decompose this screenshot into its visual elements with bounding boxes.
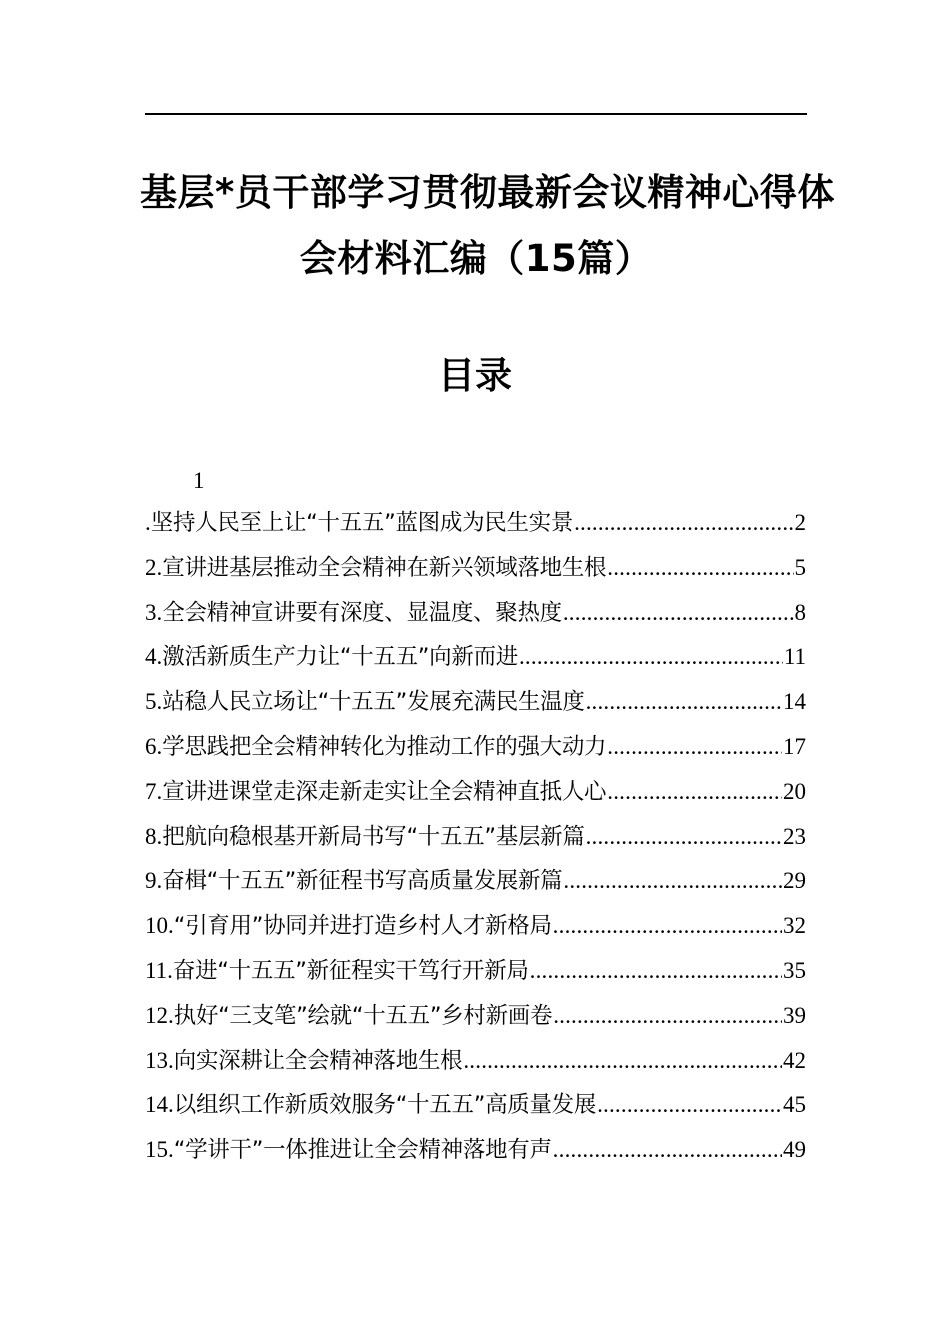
toc-entry-page: 5 [794,554,806,580]
toc-entry-page: 8 [794,599,806,625]
toc-orphan-number: 1 [193,468,205,493]
toc-entry-label: 全会精神宣讲要有深度、显温度、聚热度 [162,599,562,626]
toc-dot-leader [553,913,782,939]
toc-entry-page: 45 [783,1092,806,1118]
toc-dot-leader [607,734,782,760]
toc-entry-number: 10. [145,913,174,939]
toc-entry-number: 7. [145,778,163,804]
toc-entry[interactable] [145,505,806,550]
toc-entry-title [145,505,573,537]
toc-entry-number: 5. [145,689,163,715]
toc-dot-leader [463,1048,782,1074]
toc-entry-title [145,729,606,761]
toc-entry-number: 2. [145,554,163,580]
table-of-contents [145,505,806,1177]
toc-entry-page: 29 [783,868,806,894]
toc-entry-label: 学思践把全会精神转化为推动工作的强大动力 [162,733,607,760]
toc-entry-label: 宣讲进基层推动全会精神在新兴领域落地生根 [162,554,607,581]
toc-entry-number: 12. [145,1002,174,1028]
toc-dot-leader [530,958,782,984]
toc-entry-title [145,1132,552,1164]
toc-entry-page: 32 [783,913,806,939]
toc-entry[interactable] [145,1087,806,1132]
toc-entry-number: 13. [145,1047,174,1073]
toc-entry-title [145,863,562,895]
toc-dot-leader [586,689,782,715]
toc-entry-label: 执好“三支笔”绘就“十五五”乡村新画卷 [173,1002,553,1029]
toc-entry[interactable] [145,863,806,908]
toc-entry-number: . [145,510,151,535]
toc-dot-leader [563,600,794,626]
toc-entry-title [145,1087,596,1119]
toc-entry-title [145,1043,462,1075]
toc-dot-leader [553,1003,782,1029]
toc-dot-leader [607,555,793,581]
toc-entry-label: 坚持人民至上让“十五五”蓝图成为民生实景 [150,510,574,536]
toc-heading: 目录 [438,354,512,397]
toc-dot-leader [574,510,793,536]
toc-entry-number: 8. [145,823,163,849]
toc-entry-label: “学讲干”一体推进让全会精神落地有声 [173,1137,552,1164]
toc-entry-number: 3. [145,599,163,625]
document-title [140,160,835,292]
toc-entry-number: 4. [145,644,163,670]
toc-entry-label: 以组织工作新质效服务“十五五”高质量发展 [173,1092,597,1119]
toc-entry-number: 14. [145,1092,174,1118]
toc-entry-label: 奋楫“十五五”新征程书写高质量发展新篇 [162,868,563,895]
title-line-2: 会材料汇编（15篇） [299,237,653,280]
toc-entry[interactable] [145,819,806,864]
toc-entry-label: 向实深耕让全会精神落地生根 [173,1047,463,1074]
toc-entry[interactable] [145,774,806,819]
toc-entry-page: 14 [783,689,806,715]
toc-entry[interactable] [145,1132,806,1177]
toc-entry[interactable] [145,729,806,774]
toc-entry-title [145,595,562,627]
toc-entry-number: 15. [145,1137,174,1163]
toc-entry-title [145,774,606,806]
toc-dot-leader [597,1092,782,1118]
title-line-1: 基层*员干部学习贯彻最新会议精神心得体 [140,171,835,214]
toc-entry-title [145,550,606,582]
toc-entry[interactable] [145,998,806,1043]
toc-entry-page: 39 [783,1002,806,1028]
toc-entry-page: 20 [783,778,806,804]
toc-entry[interactable] [145,595,806,640]
toc-entry-label: 激活新质生产力让“十五五”向新而进 [162,644,518,671]
toc-entry[interactable] [145,639,806,684]
toc-entry[interactable] [145,1043,806,1088]
toc-entry-title [145,819,585,851]
toc-entry-title [145,639,518,671]
toc-entry-title [145,998,552,1030]
toc-entry-number: 9. [145,868,163,894]
toc-entry-page: 35 [783,957,806,983]
toc-entry-label: 宣讲进课堂走深走新走实让全会精神直抵人心 [162,778,607,805]
toc-entry-label: 把航向稳根基开新局书写“十五五”基层新篇 [162,823,585,850]
toc-entry-label: 奋进“十五五”新征程实干笃行开新局 [172,957,529,984]
toc-entry-number: 6. [145,733,163,759]
toc-entry[interactable] [145,550,806,595]
toc-entry[interactable] [145,684,806,729]
header-rule [145,113,807,115]
toc-entry-page: 17 [783,733,806,759]
toc-dot-leader [519,644,783,670]
toc-entry-label: “引育用”协同并进打造乡村人才新格局 [173,913,552,940]
toc-entry[interactable] [145,908,806,953]
toc-dot-leader [553,1137,782,1163]
toc-entry-title [145,684,585,716]
toc-dot-leader [563,868,782,894]
toc-entry[interactable] [145,953,806,998]
toc-entry-title [145,953,529,985]
toc-entry-page: 42 [783,1047,806,1073]
toc-dot-leader [607,779,782,805]
toc-entry-page: 23 [783,823,806,849]
toc-entry-page: 49 [783,1137,806,1163]
toc-entry-number: 11. [145,957,173,983]
toc-entry-label: 站稳人民立场让“十五五”发展充满民生温度 [162,689,585,716]
toc-dot-leader [586,824,782,850]
toc-entry-title [145,908,552,940]
toc-entry-page: 2 [794,510,806,535]
toc-entry-page: 11 [783,644,806,670]
